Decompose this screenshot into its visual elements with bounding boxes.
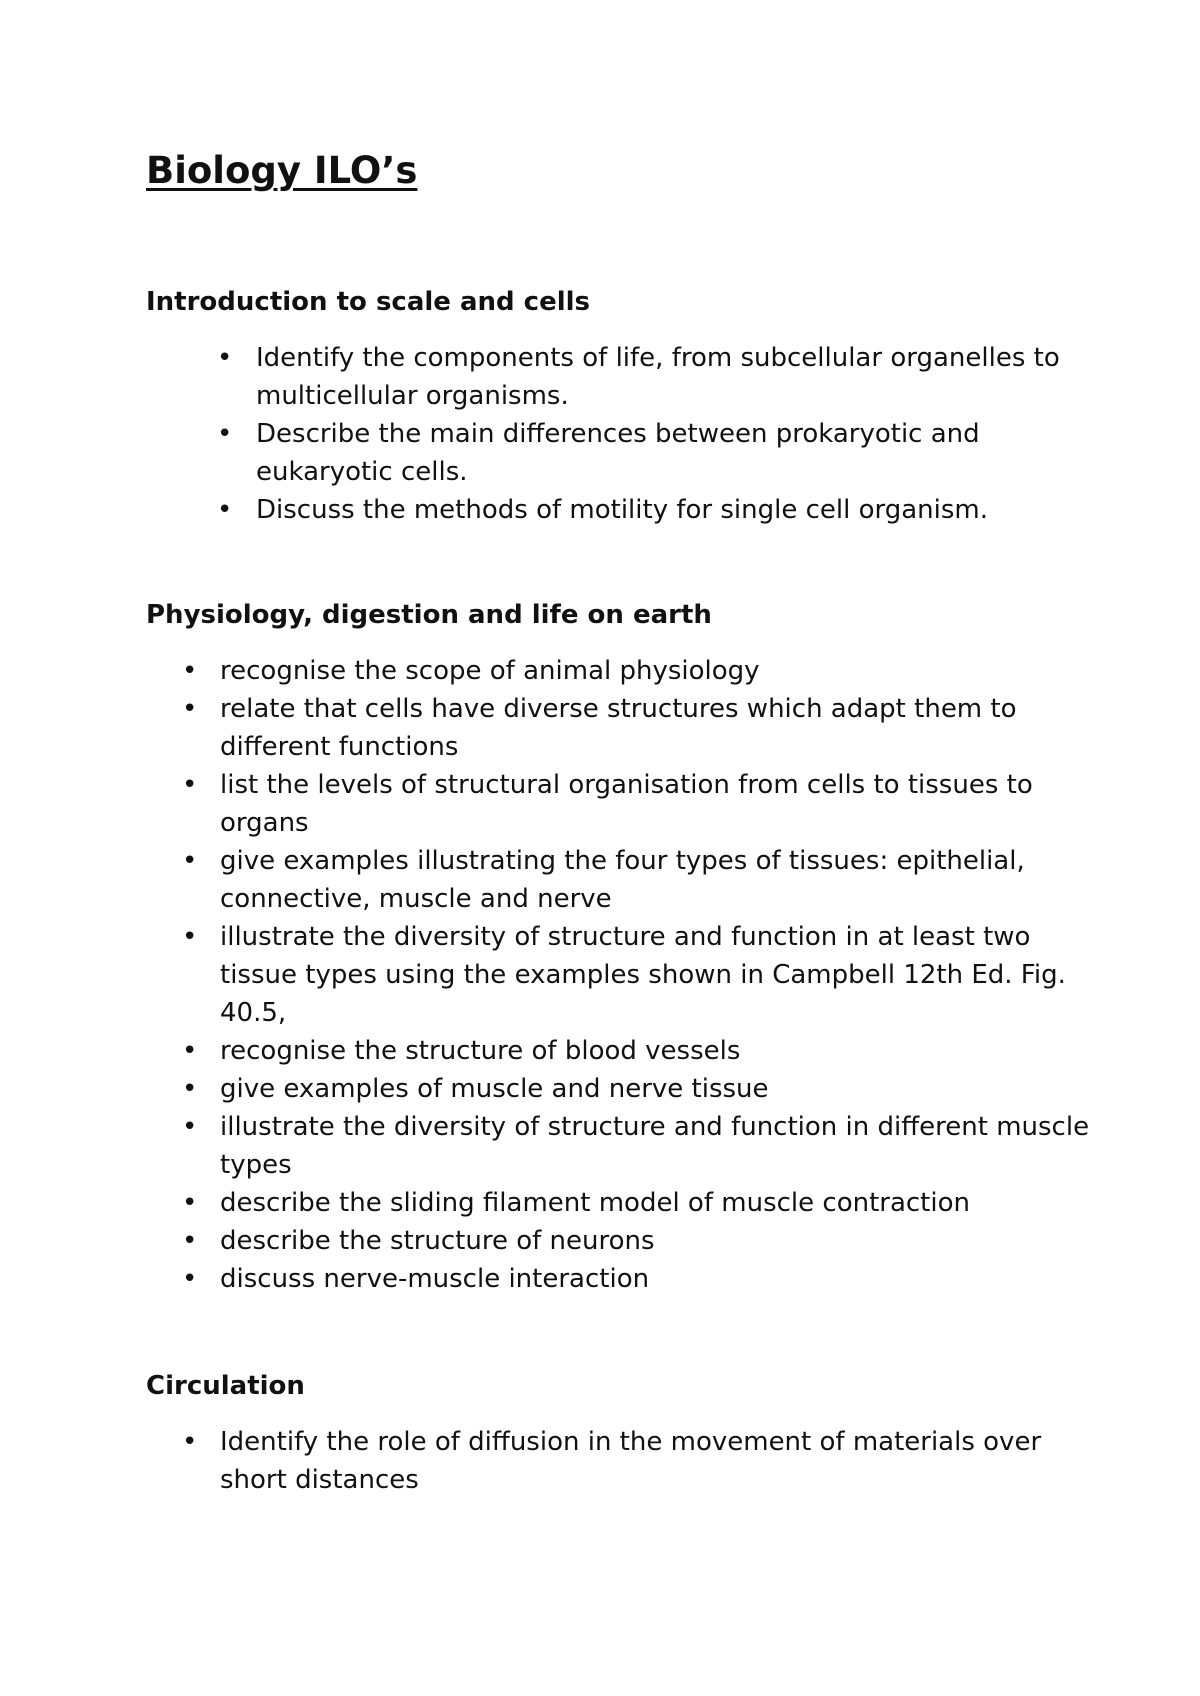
- list-item: [146, 652, 1106, 690]
- list-item: [146, 1184, 1106, 1222]
- bullet-icon: •: [182, 922, 198, 952]
- section-heading: Physiology, digestion and life on earth: [146, 600, 712, 630]
- list-item-text: discuss nerve-muscle interaction: [220, 1264, 650, 1294]
- bullet-icon: •: [182, 1226, 198, 1256]
- bullet-icon: •: [182, 770, 198, 800]
- list-item-text: give examples of muscle and nerve tissue: [220, 1074, 769, 1104]
- list-item: [146, 1108, 1106, 1184]
- list-item: [146, 918, 1106, 1032]
- list-item-text: Discuss the methods of motility for single cell organism.: [256, 495, 989, 525]
- list-item-text: relate that cells have diverse structures which adapt them to different functions: [220, 694, 1017, 762]
- list-item: [146, 842, 1106, 918]
- bullet-icon: •: [217, 495, 233, 525]
- list-item-text: describe the structure of neurons: [220, 1226, 655, 1256]
- bullet-icon: •: [182, 656, 198, 686]
- list-item: [146, 1032, 1106, 1070]
- section-introduction-to-scale-and-cells: [146, 285, 1106, 529]
- section-heading: Introduction to scale and cells: [146, 287, 591, 317]
- bullet-icon: •: [182, 1036, 198, 1066]
- list-item-text: Identify the components of life, from subcellular organelles to multicellular organisms.: [256, 343, 1060, 411]
- list-item: [146, 1070, 1106, 1108]
- list-item-text: illustrate the diversity of structure and function in at least two tissue types using the examples shown in Campbell 12th Ed. Fig. 40.5,: [220, 922, 1066, 1028]
- list-item: [146, 690, 1106, 766]
- list-item: [146, 766, 1106, 842]
- bullet-icon: •: [182, 694, 198, 724]
- bullet-list: [146, 1423, 1106, 1499]
- bullet-icon: •: [182, 1427, 198, 1457]
- list-item: [146, 415, 1106, 491]
- bullet-icon: •: [182, 846, 198, 876]
- list-item: [146, 339, 1106, 415]
- bullet-icon: •: [182, 1112, 198, 1142]
- bullet-icon: •: [182, 1074, 198, 1104]
- list-item-text: illustrate the diversity of structure and function in different muscle types: [220, 1112, 1090, 1180]
- list-item-text: Identify the role of diffusion in the movement of materials over short distances: [220, 1427, 1042, 1495]
- list-item-text: recognise the scope of animal physiology: [220, 656, 760, 686]
- list-item-text: list the levels of structural organisation from cells to tissues to organs: [220, 770, 1033, 838]
- list-item-text: give examples illustrating the four types of tissues: epithelial, connective, muscle and nerve: [220, 846, 1025, 914]
- list-item: [146, 1260, 1106, 1298]
- section-heading: Circulation: [146, 1371, 305, 1401]
- list-item: [146, 491, 1106, 529]
- section-circulation: [146, 1369, 1106, 1499]
- bullet-icon: •: [182, 1188, 198, 1218]
- bullet-list: [146, 339, 1106, 529]
- bullet-icon: •: [182, 1264, 198, 1294]
- list-item-text: recognise the structure of blood vessels: [220, 1036, 741, 1066]
- list-item: [146, 1423, 1106, 1499]
- list-item: [146, 1222, 1106, 1260]
- section-physiology-digestion-and-life-on-earth: [146, 598, 1106, 1298]
- bullet-icon: •: [217, 419, 233, 449]
- list-item-text: describe the sliding filament model of muscle contraction: [220, 1188, 970, 1218]
- list-item-text: Describe the main differences between prokaryotic and eukaryotic cells.: [256, 419, 980, 487]
- document-title: Biology ILO’s: [146, 149, 418, 192]
- bullet-icon: •: [217, 343, 233, 373]
- bullet-list: [146, 652, 1106, 1298]
